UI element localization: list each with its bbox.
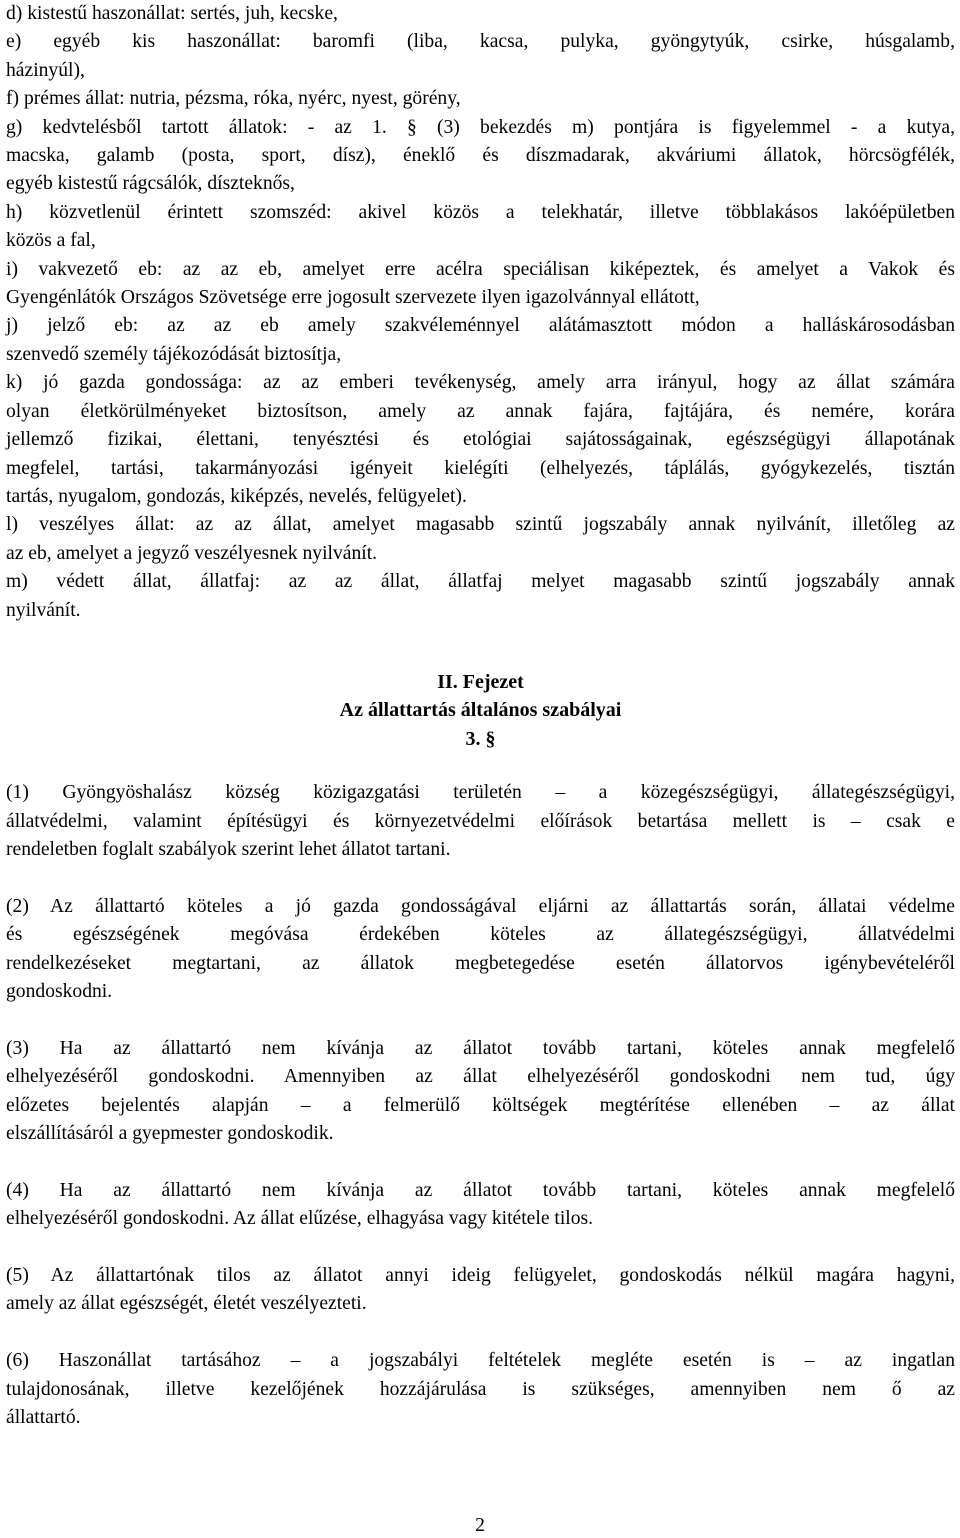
paragraph-line: gondoskodni. — [6, 980, 113, 1002]
paragraph-line: amely az állat egészségét, életét veszélyezteti. — [6, 1293, 367, 1315]
definition-line: egyéb kistestű rágcsálók, díszteknős, — [6, 173, 295, 195]
definition-line: házinyúl), — [6, 59, 85, 81]
chapter-heading — [6, 668, 955, 753]
paragraph-3 — [6, 1035, 955, 1149]
paragraph-line: rendelkezéseket megtartani, az állatok megbetegedése esetén állatorvos igénybevételéről — [6, 952, 955, 974]
paragraph-6 — [6, 1347, 955, 1432]
definition-line: d) kistestű haszonállat: sertés, juh, kecske, — [6, 3, 338, 24]
definition-line: h) közvetlenül érintett szomszéd: akivel közös a telekhatár, illetve többlakásos lakóépületben — [6, 201, 955, 223]
paragraph-line: állattartó. — [6, 1407, 81, 1429]
paragraph-line: (3) Ha az állattartó nem kívánja az állatot tovább tartani, köteles annak megfelelő — [6, 1037, 955, 1059]
definition-line: jellemző fizikai, élettani, tenyésztési és etológiai sajátosságainak, egészségügyi állapotának — [6, 429, 955, 451]
definition-line: j) jelző eb: az az eb amely szakvéleménnyel alátámasztott módon a halláskárosodásban — [6, 315, 955, 337]
paragraph-line: előzetes bejelentés alapján – a felmerülő költségek megtérítése ellenében – az állat — [6, 1094, 955, 1116]
paragraph-line: rendeletben foglalt szabályok szerint lehet állatot tartani. — [6, 838, 451, 860]
definition-line: f) prémes állat: nutria, pézsma, róka, nyérc, nyest, görény, — [6, 88, 461, 110]
section-number: 3. § — [465, 727, 496, 750]
definition-line: k) jó gazda gondossága: az az emberi tevékenység, amely arra irányul, hogy az állat számára — [6, 372, 955, 394]
definition-line: i) vakvezető eb: az az eb, amelyet erre acélra speciálisan kiképeztek, és amelyet a Vakok és — [6, 258, 955, 280]
definitions-list — [6, 0, 955, 625]
paragraph-line: állatvédelmi, valamint építésügyi és környezetvédelmi előírások betartása mellett is – csak e — [6, 810, 955, 832]
paragraph-line: (2) Az állattartó köteles a jó gazda gondosságával eljárni az állattartás során, állatai védelme — [6, 895, 955, 917]
chapter-title: Az állattartás általános szabályai — [339, 699, 622, 722]
definition-line: m) védett állat, állatfaj: az az állat, állatfaj melyet magasabb szintű jogszabály annak — [6, 571, 955, 593]
definition-line: g) kedvtelésből tartott állatok: - az 1. § (3) bekezdés m) pontjára is figyelemmel - a kutya, — [6, 116, 955, 138]
paragraph-1 — [6, 779, 955, 864]
document-page — [6, 0, 955, 1432]
definition-line: olyan életkörülményeket biztosítson, amely az annak fajára, fajtájára, és nemére, korára — [6, 400, 955, 422]
paragraph-line: elhelyezéséről gondoskodni. Amennyiben az állat elhelyezéséről gondoskodni nem tud, úgy — [6, 1066, 955, 1088]
paragraph-4 — [6, 1177, 955, 1234]
paragraph-line: és egészségének megóvása érdekében köteles az állategészségügyi, állatvédelmi — [6, 924, 955, 946]
paragraph-line: (4) Ha az állattartó nem kívánja az állatot tovább tartani, köteles annak megfelelő — [6, 1179, 955, 1201]
definition-line: tartás, nyugalom, gondozás, kiképzés, nevelés, felügyelet). — [6, 485, 467, 507]
definition-line: macska, galamb (posta, sport, dísz), éneklő és díszmadarak, akváriumi állatok, hörcsögfélék, — [6, 145, 955, 167]
paragraph-line: (5) Az állattartónak tilos az állatot annyi ideig felügyelet, gondoskodás nélkül magára hagyni, — [6, 1265, 955, 1286]
definition-line: szenvedő személy tájékozódását biztosítja, — [6, 343, 342, 365]
paragraph-2 — [6, 893, 955, 1007]
paragraph-5 — [6, 1262, 955, 1319]
chapter-number: II. Fejezet — [437, 670, 524, 693]
definition-line: megfelel, tartási, takarmányozási igényeit kielégíti (elhelyezés, táplálás, gyógykezelés, tisztán — [6, 457, 955, 479]
definition-line: közös a fal, — [6, 230, 96, 252]
paragraph-line: (6) Haszonállat tartásához – a jogszabályi feltételek megléte esetén is – az ingatlan — [6, 1350, 955, 1372]
definition-line: az eb, amelyet a jegyző veszélyesnek nyilvánít. — [6, 542, 378, 564]
paragraph-line: (1) Gyöngyöshalász község közigazgatási területén – a közegészségügyi, állategészségügyi, — [6, 782, 955, 804]
paragraph-line: elhelyezéséről gondoskodni. Az állat elűzése, elhagyása vagy kitétele tilos. — [6, 1208, 594, 1230]
paragraph-line: tulajdonosának, illetve kezelőjének hozzájárulása is szükséges, amennyiben nem ő az — [6, 1378, 955, 1400]
paragraph-line: elszállításáról a gyepmester gondoskodik. — [6, 1123, 334, 1144]
definition-line: nyilvánít. — [6, 599, 81, 621]
definition-line: e) egyéb kis haszonállat: baromfi (liba, kacsa, pulyka, gyöngytyúk, csirke, húsgalamb, — [6, 31, 955, 53]
definition-line: Gyengénlátók Országos Szövetsége erre jogosult szervezete ilyen igazolvánnyal ellátott, — [6, 287, 700, 309]
page-number: 2 — [475, 1515, 485, 1536]
definition-line: l) veszélyes állat: az az állat, amelyet magasabb szintű jogszabály annak nyilvánít, illetőleg az — [6, 514, 955, 536]
